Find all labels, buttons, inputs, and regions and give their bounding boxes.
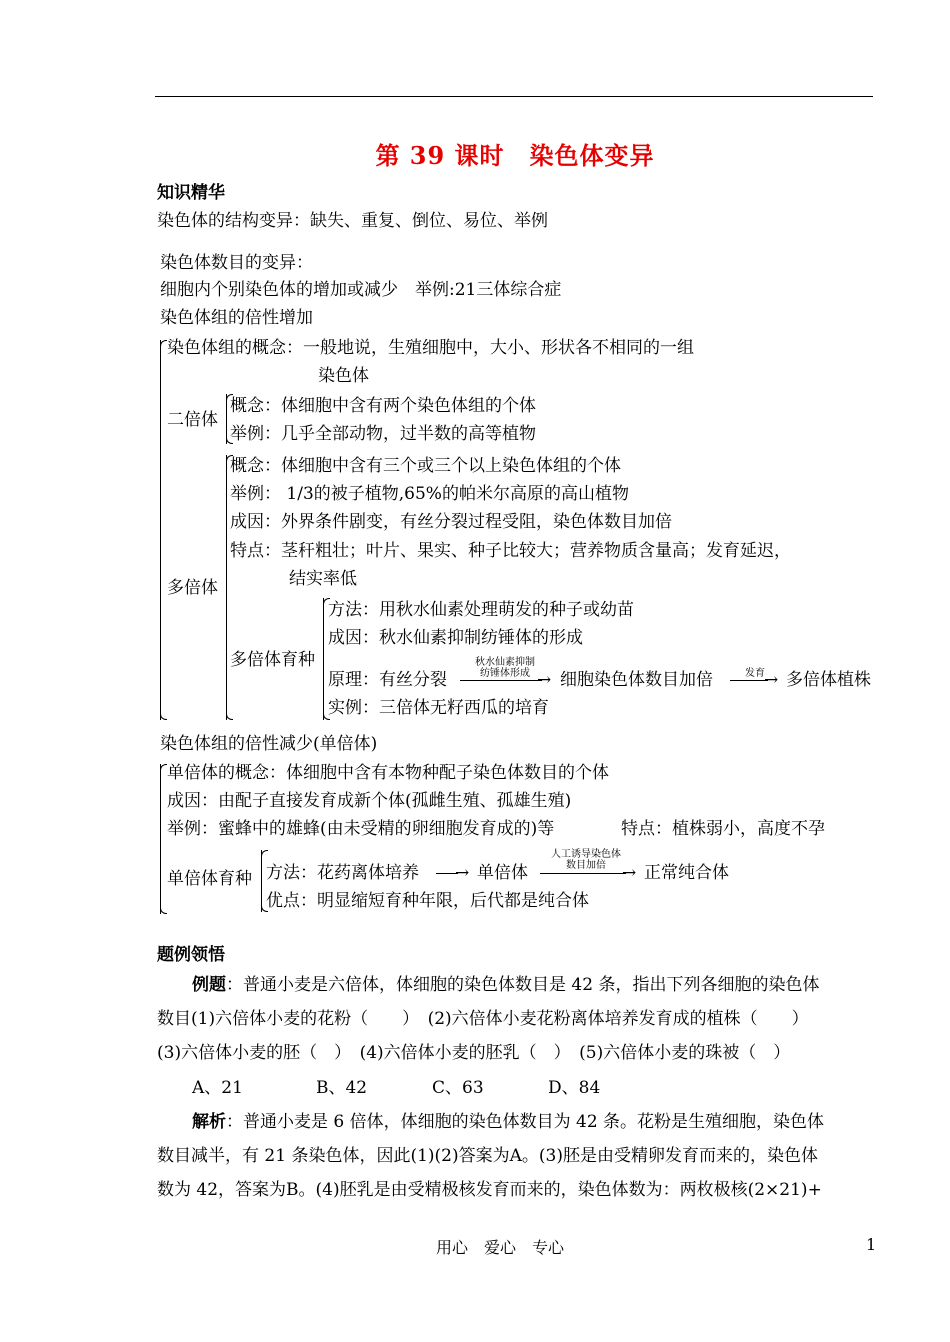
analysis-line-1: [192, 1112, 824, 1132]
page-number: 1: [866, 1235, 877, 1254]
text-diploid-example: 举例：几乎全部动物，过半数的高等植物: [230, 424, 536, 444]
label-diploid: 二倍体: [167, 410, 218, 430]
brace-polyploid-breeding: [323, 598, 324, 720]
outer-brace-increase: [160, 340, 161, 720]
example-line-2: 数目(1)六倍体小麦的花粉（ ） (2)六倍体小麦花粉离体培养发育成的植株（ ）: [157, 1009, 809, 1029]
example-text-1: ：普通小麦是六倍体，体细胞的染色体数目是 42 条，指出下列各细胞的染色体: [226, 975, 820, 995]
text-breeding-method: 方法：用秋水仙素处理萌发的种子或幼苗: [328, 600, 634, 620]
text-haploid-method: 方法：花药离体培养: [266, 863, 419, 883]
text-haploid-example: 举例：蜜蜂中的雄蜂(由未受精的卵细胞发育成的)等: [167, 819, 555, 839]
option-b: B、42: [316, 1078, 368, 1098]
text-genome-concept: 染色体组的概念：一般地说，生殖细胞中，大小、形状各不相同的一组: [167, 338, 694, 358]
text-haploid-traits: 特点：植株弱小，高度不孕: [621, 819, 825, 839]
text-polyploid-concept: 概念：体细胞中含有三个或三个以上染色体组的个体: [230, 456, 621, 476]
arrow2-label-top: 发育: [745, 668, 765, 679]
brace-haploid-breeding: [261, 850, 262, 912]
text-principle-mid: 细胞染色体数目加倍: [560, 670, 713, 690]
arrow2-head: →: [764, 670, 779, 690]
brace-polyploid: [226, 455, 227, 720]
analysis-text-1: ：普通小麦是 6 倍体，体细胞的染色体数目为 42 条。花粉是生殖细胞，染色体: [226, 1112, 825, 1132]
example-line-1: [192, 975, 819, 995]
text-breeding-example: 实例：三倍体无籽西瓜的培育: [328, 698, 549, 718]
brace-diploid: [226, 394, 227, 444]
example-line-3: (3)六倍体小麦的胚（ ） (4)六倍体小麦的胚乳（ ） (5)六倍体小麦的珠被（ ）: [157, 1043, 791, 1063]
outer-brace-decrease: [160, 764, 161, 914]
option-d: D、84: [548, 1078, 601, 1098]
analysis-label: 解析: [192, 1112, 226, 1132]
text-haploid-advantage: 优点：明显缩短育种年限，后代都是纯合体: [266, 891, 589, 911]
text-diploid-concept: 概念：体细胞中含有两个染色体组的个体: [230, 396, 536, 416]
arrow4-label-bottom: 数目加倍: [566, 860, 606, 871]
text-haploid-cause: 成因：由配子直接发育成新个体(孤雌生殖、孤雄生殖): [167, 791, 572, 811]
arrow1-line: [460, 680, 542, 681]
text-genome-concept-cont: 染色体: [318, 366, 369, 386]
text-haploid-concept: 单倍体的概念：体细胞中含有本物种配子染色体数目的个体: [167, 763, 609, 783]
analysis-line-2: 数目减半，有 21 条染色体，因此(1)(2)答案为A。(3)胚是由受精卵发育而来的，染色体: [157, 1146, 818, 1166]
text-polyploid-example: 举例： 1/3的被子植物,65%的帕米尔高原的高山植物: [230, 484, 629, 504]
label-haploid-breeding: 单倍体育种: [167, 869, 252, 889]
text-haploid-mid: 单倍体: [477, 863, 528, 883]
text-haploid-end: 正常纯合体: [644, 863, 729, 883]
header-rule: [155, 96, 873, 97]
arrow1-label-top: 秋水仙素抑制: [475, 657, 535, 668]
arrow1-label-bottom: 纺锤体形成: [480, 668, 530, 679]
arrow4-line: [540, 873, 626, 874]
arrow1-head: →: [537, 670, 552, 690]
option-c: C、63: [432, 1078, 484, 1098]
text-principle-start: 原理：有丝分裂: [328, 670, 447, 690]
text-number-variation: 染色体数目的变异：: [160, 253, 313, 273]
label-polyploid-breeding: 多倍体育种: [230, 650, 315, 670]
label-polyploid: 多倍体: [167, 578, 218, 598]
footer-motto: 用心 爱心 专心: [436, 1238, 565, 1257]
section-heading-knowledge: 知识精华: [157, 183, 225, 203]
analysis-line-3: 数为 42，答案为B。(4)胚乳是由受精极核发育而来的，染色体数为：两枚极核(2×21)+: [157, 1180, 822, 1200]
arrow2-line: [730, 680, 768, 681]
text-ploidy-increase: 染色体组的倍性增加: [160, 308, 313, 328]
page-title: 第 39 课时 染色体变异: [375, 141, 655, 170]
text-polyploid-traits: 特点：茎秆粗壮；叶片、果实、种子比较大；营养物质含量高；发育延迟，: [230, 541, 791, 561]
arrow3-head: →: [455, 863, 470, 883]
text-breeding-cause: 成因：秋水仙素抑制纺锤体的形成: [328, 628, 583, 648]
arrow4-head: →: [622, 863, 637, 883]
text-structure-variation: 染色体的结构变异：缺失、重复、倒位、易位、举例: [157, 211, 548, 231]
text-principle-end: 多倍体植株: [786, 670, 871, 690]
example-label: 例题: [192, 975, 226, 995]
section-heading-examples: 题例领悟: [157, 945, 225, 965]
arrow4-label-top: 人工诱导染色体: [551, 849, 621, 860]
text-individual-change: 细胞内个别染色体的增加或减少 举例:21三体综合症: [160, 280, 562, 300]
text-ploidy-decrease: 染色体组的倍性减少(单倍体): [160, 734, 378, 754]
text-polyploid-traits-cont: 结实率低: [289, 569, 357, 589]
text-polyploid-cause: 成因：外界条件剧变，有丝分裂过程受阻，染色体数目加倍: [230, 512, 672, 532]
option-a: A、21: [192, 1078, 243, 1098]
